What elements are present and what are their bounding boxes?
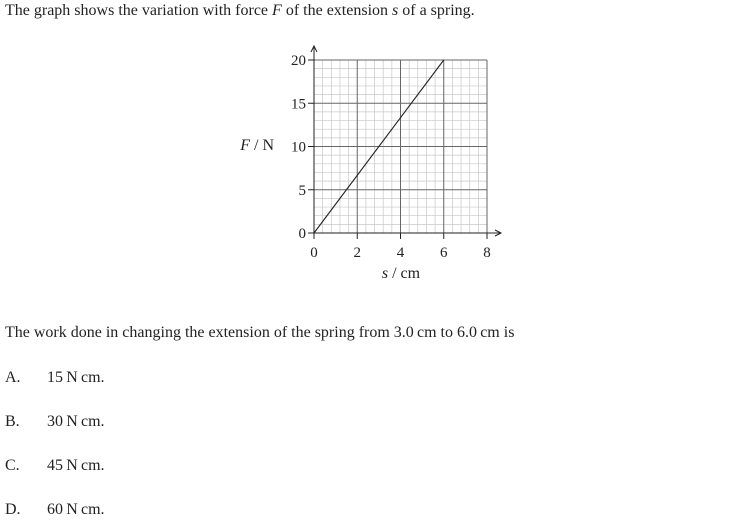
x-tick-label: 0 <box>310 245 318 261</box>
option-text: 60 N cm. <box>47 501 105 518</box>
option-text: 45 N cm. <box>47 457 105 474</box>
y-tick-label: 5 <box>298 182 306 199</box>
option-c[interactable] <box>5 456 105 476</box>
x-axis-label <box>382 265 421 282</box>
y-axis-label <box>239 137 274 154</box>
y-tick-label: 10 <box>291 139 306 156</box>
x-tick-label: 2 <box>353 245 361 261</box>
x-tick-label: 8 <box>483 245 491 261</box>
axes <box>311 46 501 236</box>
intro-part-2: of the extension <box>281 2 393 19</box>
x-axis-unit: / cm <box>388 265 421 282</box>
option-text: 15 N cm. <box>47 369 105 386</box>
option-letter: D. <box>5 501 21 518</box>
question-stem: The work done in changing the extension of the spring from 3.0 cm to 6.0 cm is <box>5 324 515 341</box>
option-a[interactable] <box>5 368 105 388</box>
x-tick-label: 6 <box>440 245 448 261</box>
y-tick-label: 20 <box>291 53 306 69</box>
option-letter: A. <box>5 369 21 386</box>
y-axis-unit: / N <box>250 137 274 154</box>
option-letter: C. <box>5 457 20 474</box>
y-tick-label: 0 <box>298 226 306 242</box>
option-text: 30 N cm. <box>47 413 105 430</box>
y-tick-label: 15 <box>291 96 306 113</box>
option-d[interactable] <box>5 500 105 520</box>
y-axis-var: F <box>240 137 250 154</box>
x-axis-var: s <box>381 265 389 282</box>
option-b[interactable] <box>5 412 105 432</box>
x-tick-label: 4 <box>396 245 405 261</box>
intro-var-force: F <box>272 2 282 19</box>
intro-var-extension: s <box>392 2 399 19</box>
option-letter: B. <box>5 413 20 430</box>
intro-part-1: The graph shows the variation with force <box>5 2 273 19</box>
intro-part-3: of a spring. <box>398 2 475 19</box>
